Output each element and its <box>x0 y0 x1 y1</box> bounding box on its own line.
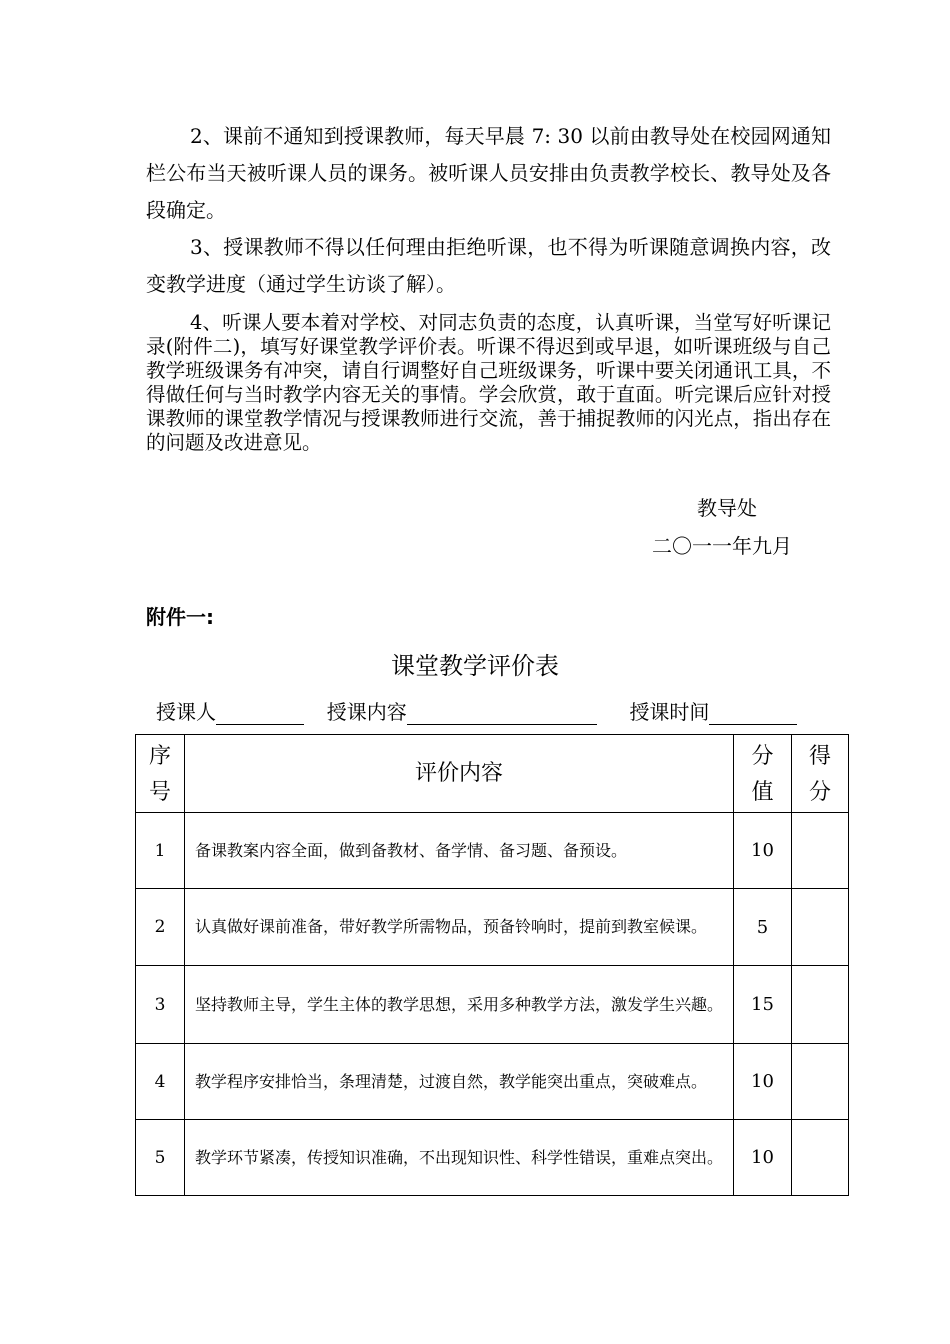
header-no: 序号 <box>136 735 185 813</box>
paragraph-2: 2、课前不通知到授课教师，每天早晨 7: 30 以前由教导处在校园网通知栏公布当天被听课人员的课务。被听课人员安排由负责教学校长、教导处及各段确定。 <box>146 124 831 222</box>
table-row <box>136 889 849 966</box>
row-no: 2 <box>136 889 185 966</box>
time-label: 授课时间 <box>629 700 710 724</box>
time-blank[interactable] <box>709 702 797 725</box>
row-content: 教学程序安排恰当，条理清楚，过渡自然，教学能突出重点，突破难点。 <box>185 1044 734 1120</box>
row-no: 3 <box>136 966 185 1044</box>
row-score-cell[interactable] <box>792 813 849 889</box>
row-points: 5 <box>734 889 792 966</box>
row-points: 10 <box>734 1044 792 1120</box>
attachment-label: 附件一: <box>146 605 214 629</box>
row-points: 10 <box>734 813 792 889</box>
row-content: 教学环节紧凑，传授知识准确，不出现知识性、科学性错误，重难点突出。 <box>185 1120 734 1196</box>
row-no: 1 <box>136 813 185 889</box>
form-meta-line <box>156 696 797 725</box>
row-content: 认真做好课前准备，带好教学所需物品，预备铃响时，提前到教室候课。 <box>185 889 734 966</box>
header-content: 评价内容 <box>185 735 734 813</box>
paragraph-4: 4、听课人要本着对学校、对同志负责的态度，认真听课，当堂写好听课记录(附件二)，填写好课堂教学评价表。听课不得迟到或早退，如听课班级与自己教学班级课务有冲突，请自行调整好自己班级课务，听课中要关闭通讯工具，不得做任何与当时教学内容无关的事情。学会欣赏，敢于直面。听完课后应针对授课教师的课堂教学情况与授课教师进行交流，善于捕捉教师的闪光点，指出存在的问题及改进意见。 <box>146 311 831 454</box>
row-points: 10 <box>734 1120 792 1196</box>
row-no: 4 <box>136 1044 185 1120</box>
content-blank[interactable] <box>407 702 597 725</box>
table-header-row <box>136 735 849 813</box>
row-content: 备课教案内容全面，做到备教材、备学情、备习题、备预设。 <box>185 813 734 889</box>
table-row <box>136 1120 849 1196</box>
table-row <box>136 813 849 889</box>
row-content: 坚持教师主导，学生主体的教学思想，采用多种教学方法，激发学生兴趣。 <box>185 966 734 1044</box>
signature-department: 教导处 <box>697 496 757 520</box>
row-score-cell[interactable] <box>792 1044 849 1120</box>
row-score-cell[interactable] <box>792 889 849 966</box>
signature-date: 二〇一一年九月 <box>652 534 792 558</box>
header-points: 分值 <box>734 735 792 813</box>
form-title: 课堂教学评价表 <box>391 652 559 680</box>
row-no: 5 <box>136 1120 185 1196</box>
content-label: 授课内容 <box>326 700 407 724</box>
header-score: 得分 <box>792 735 849 813</box>
teacher-blank[interactable] <box>216 702 304 725</box>
row-score-cell[interactable] <box>792 1120 849 1196</box>
evaluation-table <box>135 734 849 1196</box>
teacher-label: 授课人 <box>156 700 216 724</box>
row-points: 15 <box>734 966 792 1044</box>
row-score-cell[interactable] <box>792 966 849 1044</box>
table-row <box>136 1044 849 1120</box>
paragraph-3: 3、授课教师不得以任何理由拒绝听课，也不得为听课随意调换内容，改变教学进度（通过学生访谈了解）。 <box>146 235 831 296</box>
table-row <box>136 966 849 1044</box>
